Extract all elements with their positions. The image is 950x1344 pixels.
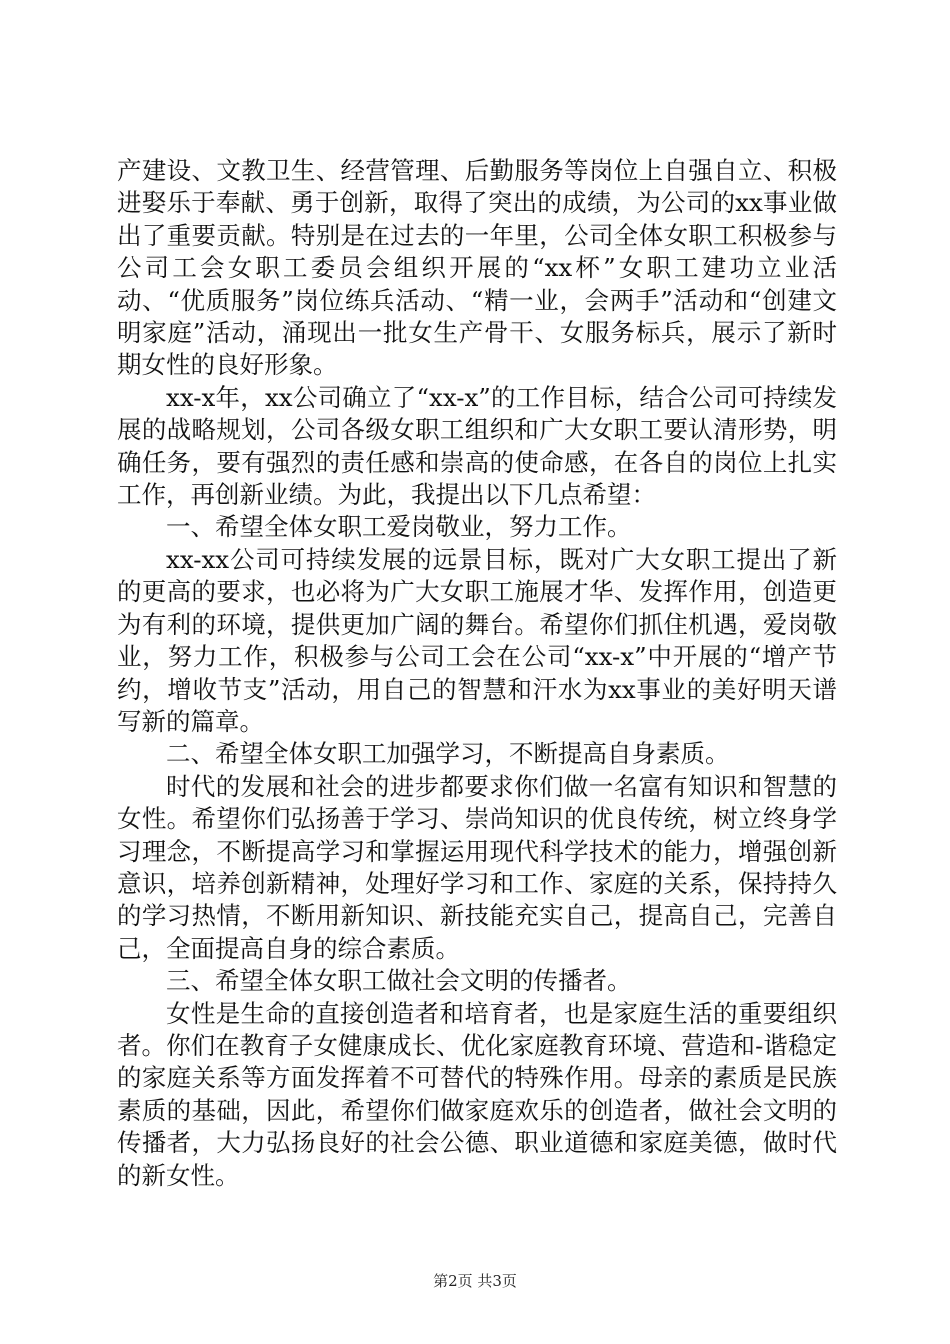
section-heading: 二、希望全体女职工加强学习，不断提高自身素质。 (166, 739, 730, 769)
paragraph: xx-x年，xx公司确立了“xx-x”的工作目标，结合公司可持续发展的战略规划，公司各级女职工组织和广大女职工要认清形势，明确任务，要有强烈的责任感和崇高的使命感，在各自的岗位上扎实工作，再创新业绩。为此，我提出以下几点希望： (117, 382, 837, 510)
document-body (117, 155, 837, 1192)
section-heading: 一、希望全体女职工爱岗敬业，努力工作。 (166, 512, 632, 542)
paragraph: 时代的发展和社会的进步都要求你们做一名富有知识和智慧的女性。希望你们弘扬善于学习、崇尚知识的优良传统，树立终身学习理念，不断提高学习和掌握运用现代科学技术的能力，增强创新意识，培养创新精神，处理好学习和工作、家庭的关系，保持持久的学习热情，不断用新知识、新技能充实自己，提高自己，完善自己，全面提高自身的综合素质。 (117, 771, 837, 963)
page-number-footer: 第2页 共3页 (433, 1272, 517, 1290)
paragraph: 女性是生命的直接创造者和培育者，也是家庭生活的重要组织者。你们在教育子女健康成长、优化家庭教育环境、营造和-谐稳定的家庭关系等方面发挥着不可替代的特殊作用。母亲的素质是民族素质的基础，因此，希望你们做家庭欢乐的创造者，做社会文明的传播者，大力弘扬良好的社会公德、职业道德和家庭美德，做时代的新女性。 (117, 998, 837, 1190)
section-heading: 三、希望全体女职工做社会文明的传播者。 (166, 966, 632, 996)
paragraph: 产建设、文教卫生、经营管理、后勤服务等岗位上自强自立、积极进娶乐于奉献、勇于创新，取得了突出的成绩，为公司的xx事业做出了重要贡献。特别是在过去的一年里，公司全体女职工积极参与公司工会女职工委员会组织开展的“xx杯”女职工建功立业活动、“优质服务”岗位练兵活动、“精一业，会两手”活动和“创建文明家庭”活动，涌现出一批女生产骨干、女服务标兵，展示了新时期女性的良好形象。 (117, 156, 837, 380)
paragraph: xx-xx公司可持续发展的远景目标，既对广大女职工提出了新的更高的要求，也必将为广大女职工施展才华、发挥作用，创造更为有利的环境，提供更加广阔的舞台。希望你们抓住机遇，爱岗敬业，努力工作，积极参与公司工会在公司“xx-x”中开展的“增产节约，增收节支”活动，用自己的智慧和汗水为xx事业的美好明天谱写新的篇章。 (117, 544, 837, 736)
